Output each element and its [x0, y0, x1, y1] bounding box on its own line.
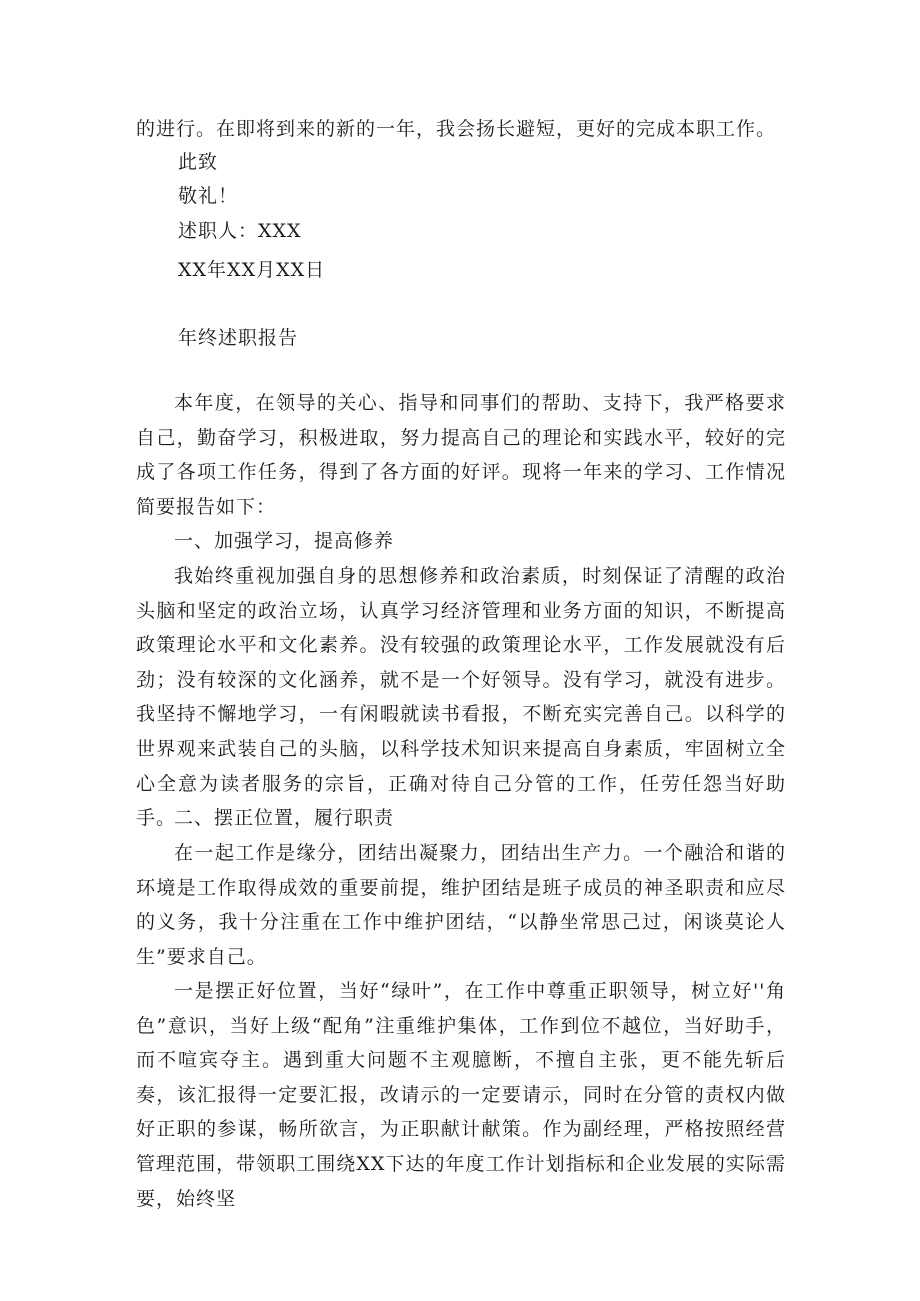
previous-page-tail: 的进行。在即将到来的新的一年，我会扬长避短，更好的完成本职工作。 [136, 118, 777, 140]
section-heading-2: 二、摆正位置，履行职责 [174, 807, 395, 829]
closing-salutation: 此致 [178, 151, 219, 173]
closing-regards: 敬礼！ [178, 185, 239, 207]
section-1-paragraph: 我始终重视加强自身的思想修养和政治素质，时刻保证了清醒的政治头脑和坚定的政治立场，认真学习经济管理和业务方面的知识，不断提高政策理论水平和文化素养。没有较强的政策理论水平，工作发展就没有后劲；没有较深的文化涵养，就不是一个好领导。没有学习，就没有进步。我坚持不懈地学习，一有闲暇就读书看报，不断充实完善自己。以科学的世界观来武装自己的头脑，以科学技术知识来提高自身素质，牢固树立全心全意为读者服务的宗旨，正确对待自己分管的工作，任劳任怨当好助手。 [136, 565, 786, 830]
section-heading-1: 一、加强学习，提高修养 [174, 530, 395, 552]
report-title: 年终述职报告 [178, 327, 299, 349]
section-2-paragraph: 在一起工作是缘分，团结出凝聚力，团结出生产力。一个融洽和谐的环境是工作取得成效的重要前提，维护团结是班子成员的神圣职责和应尽的义务，我十分注重在工作中维护团结，“以静坐常思己过，闲谈莫论人生”要求自己。 [136, 842, 786, 968]
reporter-signature: 述职人：XXX [178, 220, 302, 242]
intro-paragraph: 本年度，在领导的关心、指导和同事们的帮助、支持下，我严格要求自己，勤奋学习，积极进取，努力提高自己的理论和实践水平，较好的完成了各项工作任务，得到了各方面的好评。现将一年来的学习、工作情况简要报告如下： [136, 392, 786, 518]
position-paragraph: 一是摆正好位置，当好“绿叶”，在工作中尊重正职领导，树立好''角色”意识，当好上级“配角”注重维护集体，工作到位不越位，当好助手，而不喧宾夺主。遇到重大问题不主观臆断，不擅自主张，更不能先斩后奏，该汇报得一定要汇报，改请示的一定要请示，同时在分管的责权内做好正职的参谋，畅所欲言，为正职献计献策。作为副经理，严格按照经营管理范围，带领职工围绕XX下达的年度工作计划指标和企业发展的实际需要，始终坚 [136, 980, 786, 1210]
report-date: XX年XX月XX日 [178, 259, 326, 281]
